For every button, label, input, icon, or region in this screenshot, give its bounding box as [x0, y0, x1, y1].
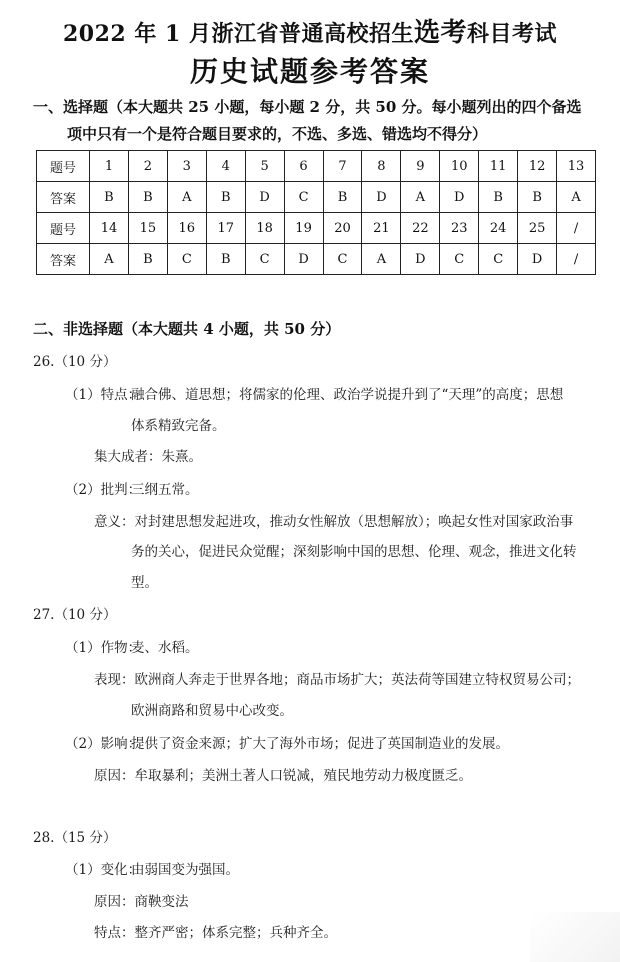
title-suffix: 科目考试 [467, 21, 558, 47]
answer-cell: B [128, 182, 167, 213]
q27-part2-text: 提供了资金来源；扩大了海外市场；促进了英国制造业的发展。 [131, 736, 509, 752]
question-number-cell: / [557, 213, 596, 244]
answer-cell: B [90, 182, 129, 213]
q26-part2-meaning: 意义：对封建思想发起进攻，推动女性解放（思想解放）；唤起女性对国家政治事 [94, 514, 574, 530]
answer-cell: A [167, 182, 206, 213]
answer-cell: C [440, 244, 479, 275]
question-number-cell: 6 [284, 151, 323, 182]
section1-heading: 一、选择题（本大题共 25 小题，每小题 2 分，共 50 分。每小题列出的四个备选 [33, 98, 582, 116]
q26-part1-extra: 集大成者：朱熹。 [94, 449, 202, 465]
answer-cell: B [518, 182, 557, 213]
row-label: 题号 [37, 213, 90, 244]
question-number-cell: 7 [323, 151, 362, 182]
answer-cell: B [479, 182, 518, 213]
question-26-number: 26.（10 分） [33, 354, 117, 370]
q26-part2-meaning-end: 型。 [131, 575, 158, 591]
q28-part1-text: 由弱国变为强国。 [131, 862, 239, 878]
question-number-cell: 5 [245, 151, 284, 182]
section1-heading-cont: 项中只有一个是符合题目要求的，不选、多选、错选均不得分） [67, 125, 488, 143]
q26-part1-label: （1）特点： [65, 387, 142, 403]
question-number-cell: 8 [362, 151, 401, 182]
q27-part1-label: （1）作物： [65, 640, 142, 656]
q28-part1-feature: 特点：整齐严密；体系完整；兵种齐全。 [94, 925, 337, 941]
q26-part2-label: （2）批判： [65, 482, 142, 498]
answer-cell: A [401, 182, 440, 213]
answer-cell: B [128, 244, 167, 275]
question-number-cell: 12 [518, 151, 557, 182]
q28-part1-reason: 原因：商鞅变法 [94, 894, 189, 910]
question-number-cell: 18 [245, 213, 284, 244]
answer-cell: A [557, 182, 596, 213]
question-number-cell: 20 [323, 213, 362, 244]
question-number-cell: 17 [206, 213, 245, 244]
question-number-cell: 14 [90, 213, 129, 244]
question-number-cell: 19 [284, 213, 323, 244]
q27-part2-label: （2）影响： [65, 736, 142, 752]
question-number-cell: 11 [479, 151, 518, 182]
exam-title [0, 12, 620, 49]
answer-cell: B [206, 182, 245, 213]
question-number-cell: 13 [557, 151, 596, 182]
table-row [37, 151, 596, 182]
table-row [37, 182, 596, 213]
question-number-cell: 1 [90, 151, 129, 182]
answer-cell: C [323, 244, 362, 275]
answer-cell: C [245, 244, 284, 275]
row-label: 答案 [37, 244, 90, 275]
question-28-number: 28.（15 分） [33, 830, 117, 846]
q27-part1-show-cont: 欧洲商路和贸易中心改变。 [131, 703, 293, 719]
q27-part1-show: 表现：欧洲商人奔走于世界各地；商品市场扩大；英法荷等国建立特权贸易公司； [94, 672, 580, 688]
answer-cell: A [362, 244, 401, 275]
question-number-cell: 25 [518, 213, 557, 244]
q26-part2-text: 三纲五常。 [131, 482, 199, 498]
row-label: 题号 [37, 151, 90, 182]
question-27-number: 27.（10 分） [33, 607, 117, 623]
title-prefix: 2022 年 1 月浙江省普通高校招生 [62, 21, 414, 47]
q27-part2-reason: 原因：牟取暴利；美洲土著人口锐减，殖民地劳动力极度匮乏。 [94, 768, 472, 784]
question-number-cell: 10 [440, 151, 479, 182]
question-number-cell: 9 [401, 151, 440, 182]
answer-cell: C [167, 244, 206, 275]
answer-cell: D [245, 182, 284, 213]
answer-cell: B [323, 182, 362, 213]
answer-cell: A [90, 244, 129, 275]
question-number-cell: 4 [206, 151, 245, 182]
q26-part2-meaning-cont: 务的关心，促进民众觉醒；深刻影响中国的思想、伦理、观念，推进文化转 [131, 544, 577, 560]
question-number-cell: 15 [128, 213, 167, 244]
answer-cell: D [362, 182, 401, 213]
answer-cell: D [401, 244, 440, 275]
answer-cell: / [557, 244, 596, 275]
answer-cell: D [518, 244, 557, 275]
answer-cell: D [440, 182, 479, 213]
question-number-cell: 16 [167, 213, 206, 244]
answer-cell: C [284, 182, 323, 213]
question-number-cell: 24 [479, 213, 518, 244]
answer-cell: C [479, 244, 518, 275]
row-label: 答案 [37, 182, 90, 213]
page-corner-shade [530, 912, 620, 962]
question-number-cell: 2 [128, 151, 167, 182]
table-row [37, 213, 596, 244]
answer-cell: D [284, 244, 323, 275]
q26-part1-text-cont: 体系精致完备。 [131, 418, 226, 434]
question-number-cell: 22 [401, 213, 440, 244]
question-number-cell: 23 [440, 213, 479, 244]
page-title: 历史试题参考答案 [189, 55, 430, 88]
section2-heading: 二、非选择题（本大题共 4 小题，共 50 分） [33, 320, 341, 338]
question-number-cell: 3 [167, 151, 206, 182]
q27-part1-text: 麦、水稻。 [131, 640, 199, 656]
q26-part1-text: 融合佛、道思想；将儒家的伦理、政治学说提升到了“天理”的高度；思想 [131, 387, 564, 403]
title-emphasis: 选考 [414, 18, 468, 48]
question-number-cell: 21 [362, 213, 401, 244]
table-row [37, 244, 596, 275]
q28-part1-label: （1）变化： [65, 862, 142, 878]
answer-table [36, 150, 596, 275]
answer-cell: B [206, 244, 245, 275]
